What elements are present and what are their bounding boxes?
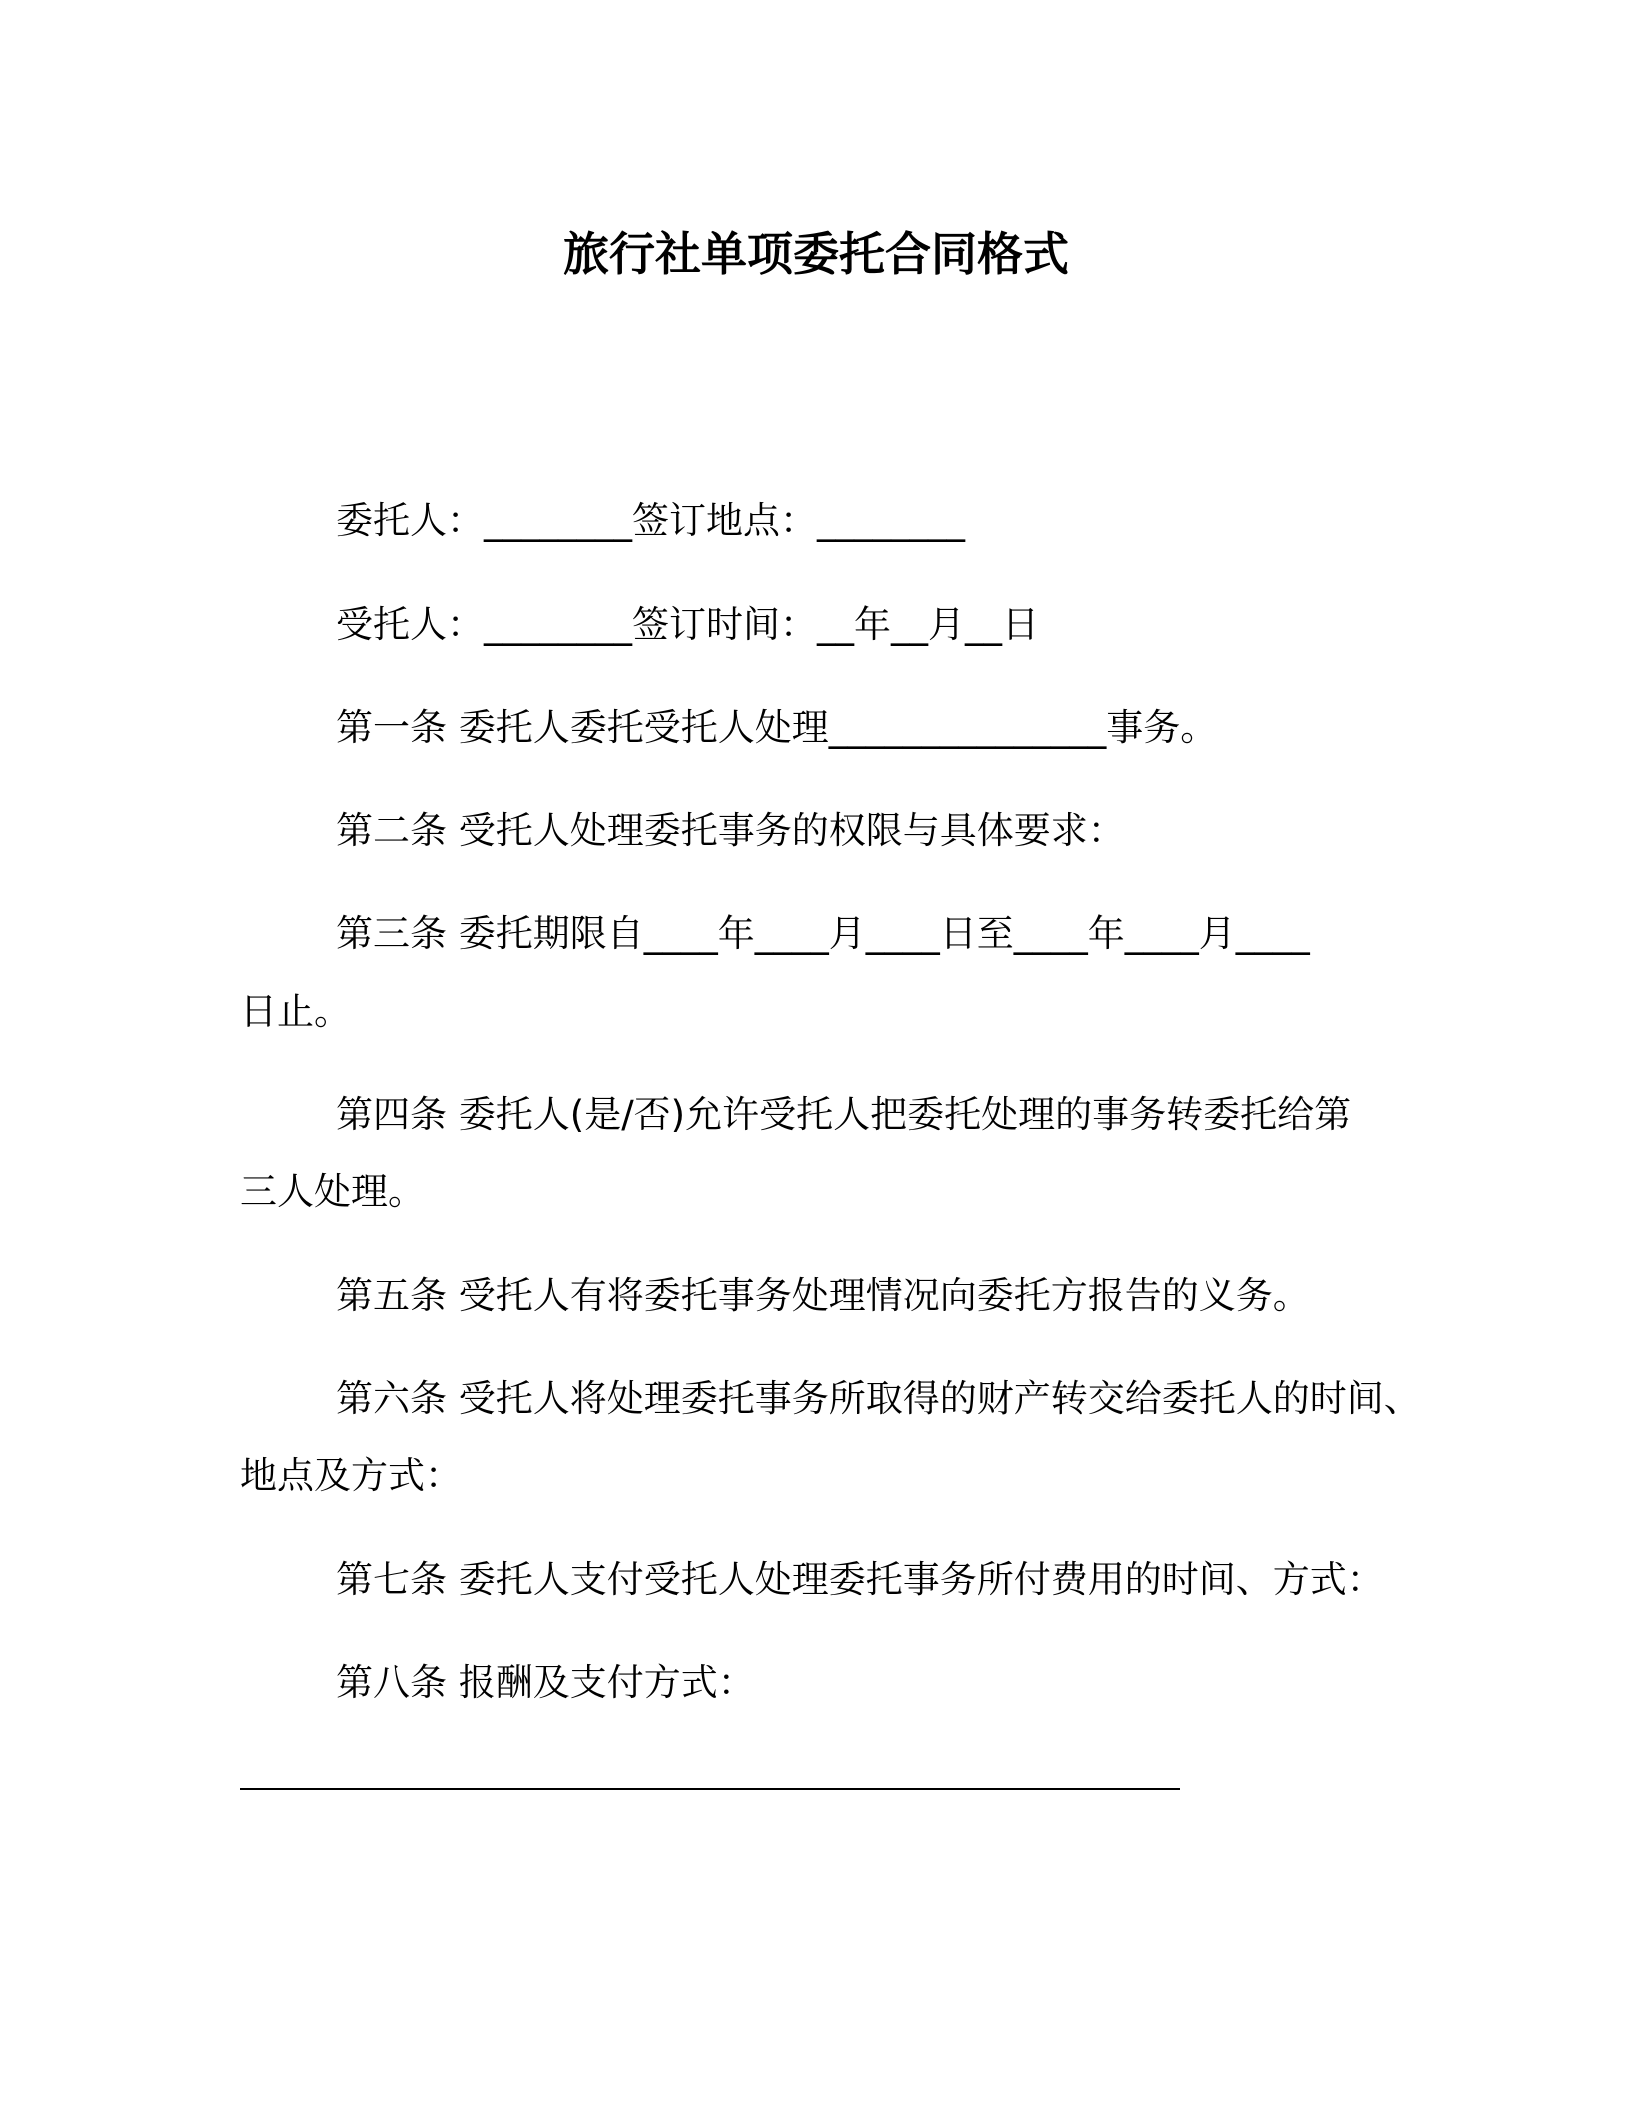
- line-agent-signing-date: 受托人：________签订时间：__年__月__日: [336, 603, 1039, 646]
- article-5: 第五条 受托人有将委托事务处理情况向委托方报告的义务。: [336, 1274, 1310, 1317]
- article-3: 第三条 委托期限自____年____月____日至____年____月____: [336, 912, 1310, 955]
- article-3-continued: 日止。: [240, 990, 351, 1033]
- payment-fill-line: [240, 1788, 1180, 1790]
- line-principal-signing-place: 委托人：________签订地点：________: [336, 499, 965, 542]
- article-4-continued: 三人处理。: [240, 1170, 425, 1213]
- article-7: 第七条 委托人支付受托人处理委托事务所付费用的时间、方式：: [336, 1558, 1384, 1601]
- article-2: 第二条 受托人处理委托事务的权限与具体要求：: [336, 809, 1125, 852]
- article-6: 第六条 受托人将处理委托事务所取得的财产转交给委托人的时间、: [336, 1377, 1421, 1420]
- document-title: 旅行社单项委托合同格式: [563, 227, 1069, 281]
- article-8: 第八条 报酬及支付方式：: [336, 1661, 755, 1704]
- article-6-continued: 地点及方式：: [240, 1454, 462, 1497]
- article-4: 第四条 委托人(是/否)允许受托人把委托处理的事务转委托给第: [336, 1093, 1352, 1136]
- article-1: 第一条 委托人委托受托人处理_______________事务。: [336, 706, 1218, 749]
